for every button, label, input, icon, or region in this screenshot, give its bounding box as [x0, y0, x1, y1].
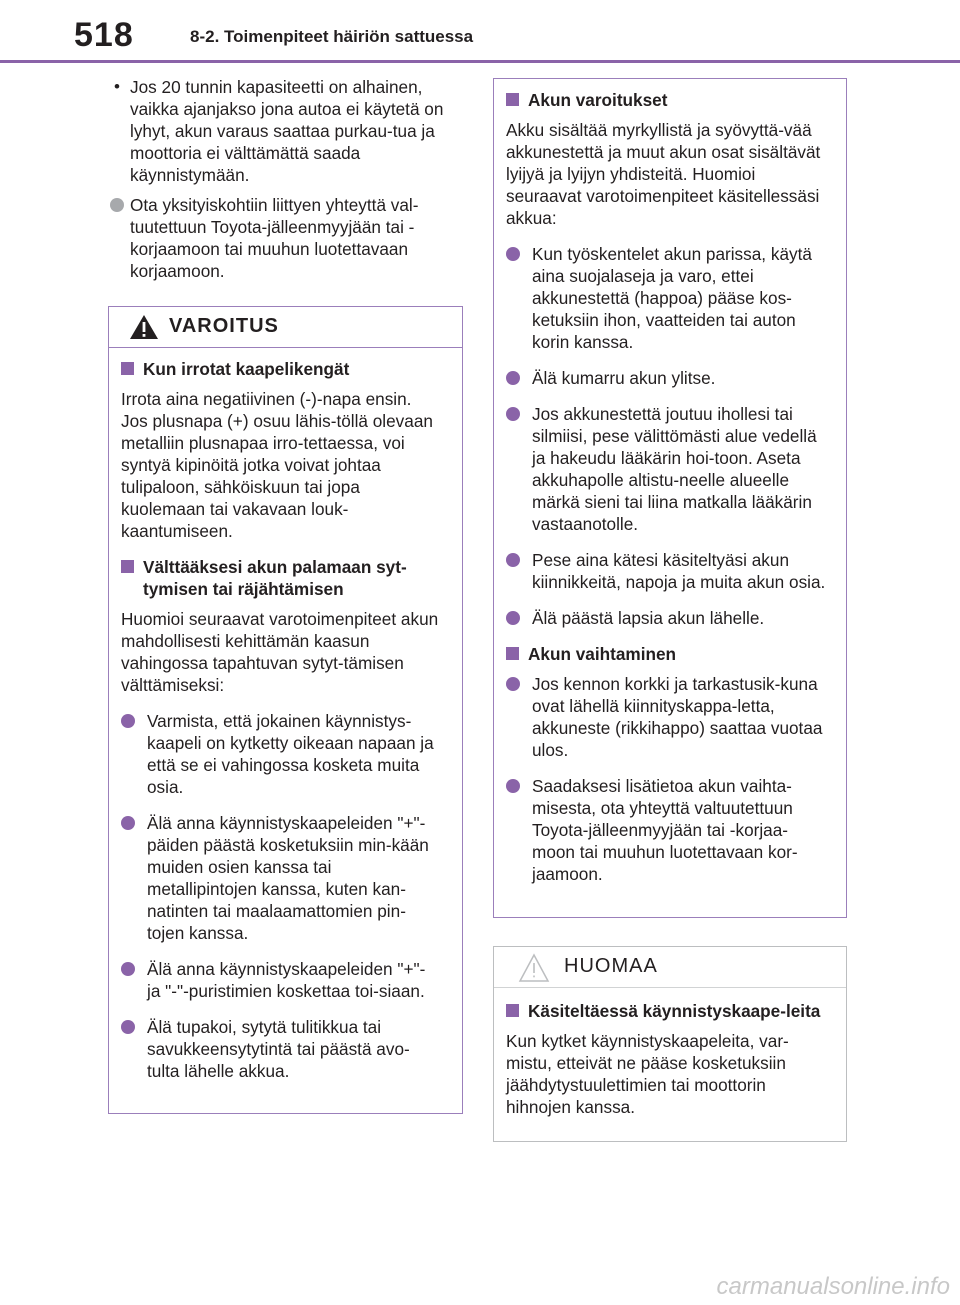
section-title: 8-2. Toimenpiteet häiriön sattuessa: [190, 27, 474, 46]
list-item: [90, 194, 460, 282]
notice-title: HUOMAA: [564, 955, 658, 977]
section-heading: Välttääksesi akun palamaan syt-tymisen tai räjähtämisen: [121, 556, 442, 600]
notice-box-body: [494, 988, 846, 1140]
bullet-icon: [506, 407, 520, 421]
list-item: Älä päästä lapsia akun lähelle.: [506, 607, 826, 629]
bullet-icon: [121, 714, 135, 728]
warning-icon: [129, 313, 159, 341]
header-divider: [0, 60, 960, 63]
bullet-icon: [506, 611, 520, 625]
bullet-icon: [506, 553, 520, 567]
square-bullet-icon: [506, 647, 519, 660]
warning-box: [108, 306, 463, 1114]
battery-warnings-box: [493, 78, 847, 918]
list-item: Jos akkunestettä joutuu ihollesi tai silmiisi, pese välittömästi alue vedellä ja hakeudu lääkärin hoi-toon. Aseta akkuhapolle altistu-neelle alueelle märkä sieni tai liina matkalla lääkärin vastaanotolle.: [506, 403, 826, 535]
warning-title: VAROITUS: [169, 315, 279, 337]
intro-text: Jos 20 tunnin kapasiteetti on alhainen, vaikka ajanjakso jona autoa ei käytetä on lyhyt, akun varaus saattaa purkau-tua ja moottoria ei välttämättä saada käynnistymään.: [130, 77, 444, 185]
notice-box: [493, 946, 847, 1142]
paragraph: Huomioi seuraavat varotoimenpiteet akun mahdollisesti kehittämän kaasun vahingossa tapahtuvan sytyt-tämisen välttämiseksi:: [121, 609, 439, 695]
list-item: Saadaksesi lisätietoa akun vaihta-misesta, ota yhteyttä valtuutettuun Toyota-jälleenmyyjään tai -korjaa-moon tai muuhun luotettavaan kor-jaamoon.: [506, 775, 826, 885]
list-item: Kun työskentelet akun parissa, käytä aina suojalaseja ja varo, ettei akkunestettä (happoa) pääse kos-ketuksiin ihon, vaatteiden tai auton korin kanssa.: [506, 243, 826, 353]
section-heading: Akun varoitukset: [506, 89, 826, 111]
bullet-icon: [506, 779, 520, 793]
notice-box-header: [494, 947, 846, 988]
battery-warnings-body: [494, 79, 846, 907]
list-item: Älä kumarru akun ylitse.: [506, 367, 826, 389]
list-item: Älä tupakoi, sytytä tulitikkua tai savukkeensytytintä tai päästä avo-tulta lähelle akkua.: [121, 1016, 442, 1082]
list-item: Älä anna käynnistyskaapeleiden "+"-päiden päästä kosketuksiin min-kään muiden osien kanssa tai metallipintojen kanssa, kuten kan-natinten tai maalaamattomien pin-tojen kanssa.: [121, 812, 442, 944]
watermark: carmanualsonline.info: [716, 1273, 950, 1300]
bullet-icon: [110, 198, 124, 212]
bullet-icon: [506, 677, 520, 691]
square-bullet-icon: [506, 1004, 519, 1017]
square-bullet-icon: [121, 560, 134, 573]
left-intro: [110, 76, 460, 296]
list-item: Varmista, että jokainen käynnistys-kaapeli on kytketty oikeaan napaan ja että se ei vahingossa kosketa muita osia.: [121, 710, 442, 798]
small-bullet-icon: •: [114, 77, 120, 96]
list-item: Jos kennon korkki ja tarkastusik-kuna ovat lähellä kiinnityskappa-letta, akkuneste (rikkihappo) saattaa vuotaa ulos.: [506, 673, 826, 761]
square-bullet-icon: [506, 93, 519, 106]
section-heading: Akun vaihtaminen: [506, 643, 826, 665]
paragraph: Akku sisältää myrkyllistä ja syövyttä-vää akkunestettä ja muut akun osat sisältävät lyijyä ja lyijyn yhdisteitä. Huomioi seuraavat varotoimenpiteet käsitellessäsi akkua:: [506, 120, 821, 228]
section-heading: Kun irrotat kaapelikengät: [121, 358, 442, 380]
paragraph: Irrota aina negatiivinen (-)-napa ensin. Jos plusnapa (+) osuu lähis-töllä olevaan metalliin plusnapaa irro-tettaessa, voi syntyä kipinöitä jotka voivat johtaa tulipaloon, sähköiskuun tai jopa kuolemaan tai vakavaan louk-kaantumiseen.: [121, 389, 433, 541]
warning-box-body: [109, 348, 462, 1104]
intro-bullet-text: Ota yksityiskohtiin liittyen yhteyttä val-tuutettuun Toyota-jälleenmyyjään tai -korjaamoon tai muuhun luotettavaan korjaamoon.: [130, 195, 419, 281]
bullet-icon: [121, 1020, 135, 1034]
page-number: 518: [74, 16, 134, 54]
square-bullet-icon: [121, 362, 134, 375]
bullet-icon: [506, 247, 520, 261]
list-item: [110, 76, 460, 186]
list-item: Pese aina kätesi käsiteltyäsi akun kiinnikkeitä, napoja ja muita akun osia.: [506, 549, 826, 593]
paragraph: Kun kytket käynnistyskaapeleita, var-mistu, etteivät ne pääse kosketuksiin jäähdytystuulettimien tai moottorin hihnojen kanssa.: [506, 1031, 789, 1117]
notice-icon: [518, 953, 550, 983]
bullet-icon: [121, 816, 135, 830]
list-item: Älä anna käynnistyskaapeleiden "+"- ja "-"-puristimien koskettaa toi-siaan.: [121, 958, 442, 1002]
section-heading: Käsiteltäessä käynnistyskaape-leita: [506, 1000, 826, 1022]
bullet-icon: [121, 962, 135, 976]
bullet-icon: [506, 371, 520, 385]
warning-box-header: [109, 307, 462, 348]
